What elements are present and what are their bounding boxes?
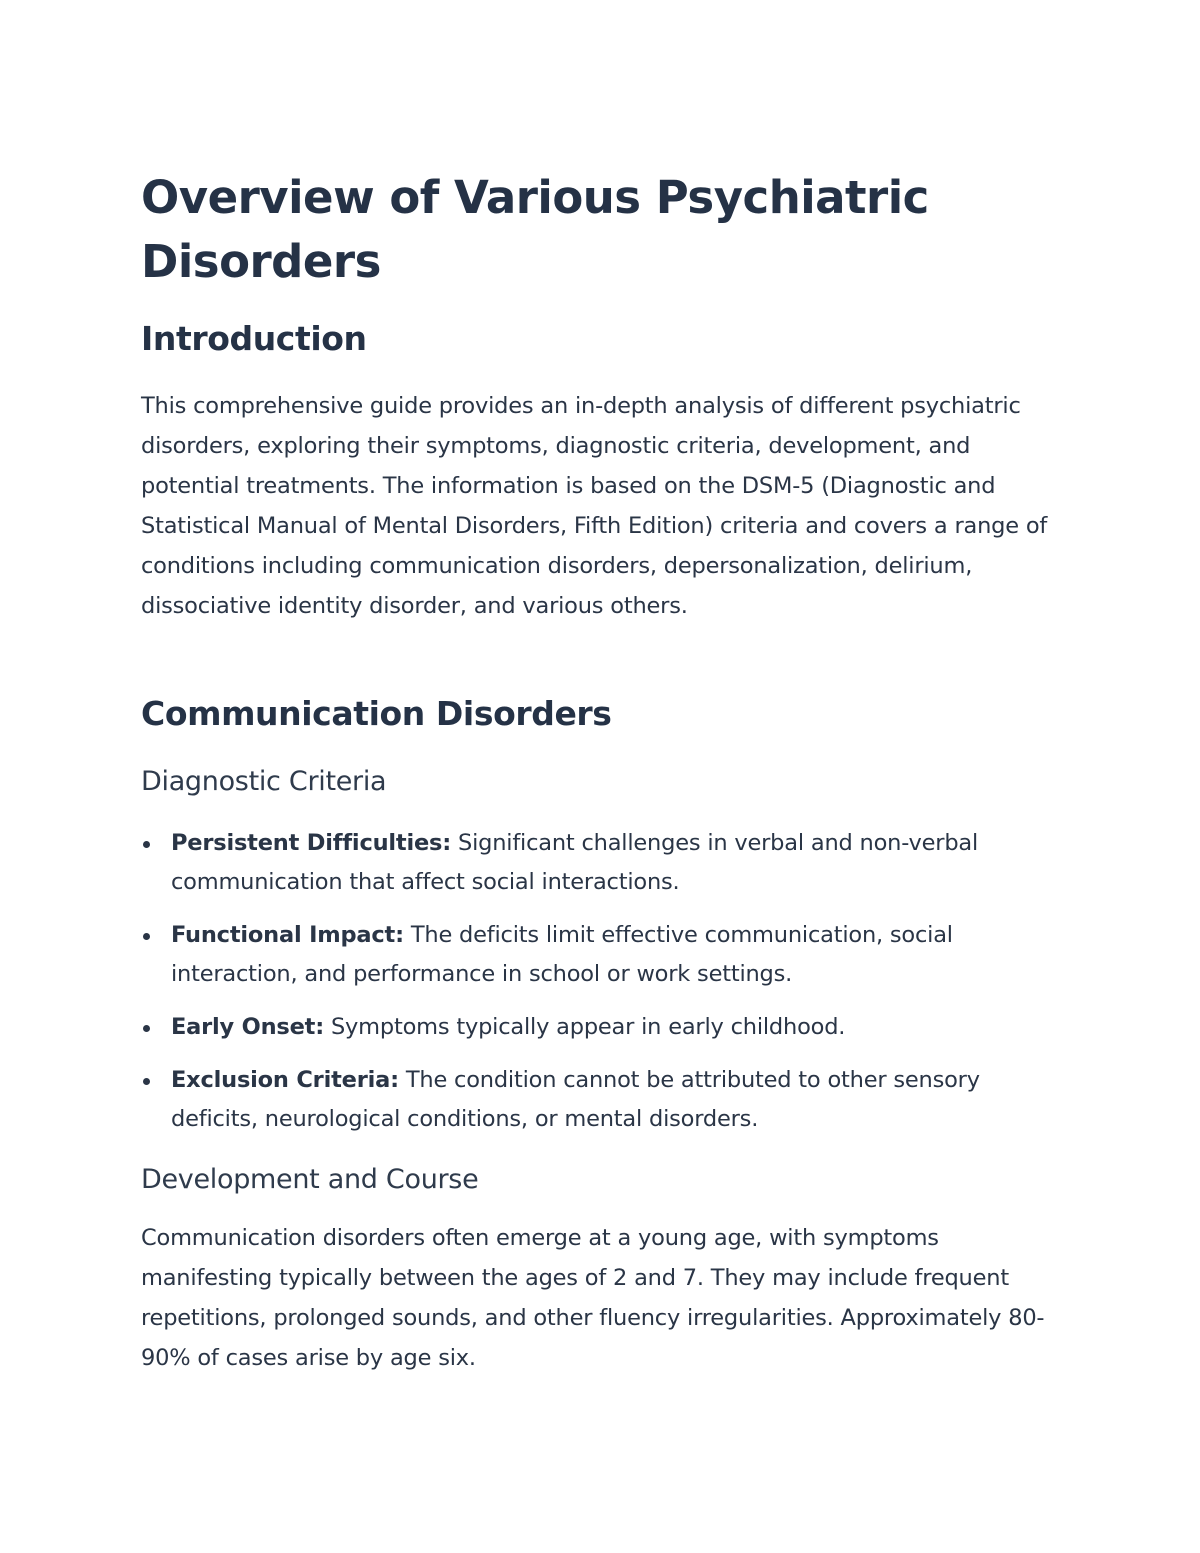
diagnostic-criteria-heading: Diagnostic Criteria xyxy=(141,766,387,797)
list-item xyxy=(141,1008,1059,1047)
page-title: Overview of Various Psychiatric Disorders xyxy=(141,171,929,288)
list-item xyxy=(141,1061,1059,1139)
criterion-term: Early Onset: xyxy=(171,1014,325,1040)
diagnostic-criteria-list xyxy=(141,824,1059,1153)
development-course-paragraph: Communication disorders often emerge at a young age, with symptoms manifesting typically between the ages of 2 and 7. They may include frequent repetitions, prolonged sounds, and other fluency irregularities. Approximately 80-90% of cases arise by age six. xyxy=(141,1225,1045,1371)
list-item xyxy=(141,824,1059,902)
bullet-icon xyxy=(143,1025,150,1032)
criterion-text: The condition cannot be attributed to other sensory deficits, neurological conditions, or mental disorders. xyxy=(171,1067,980,1132)
communication-disorders-heading: Communication Disorders xyxy=(141,694,612,733)
list-item xyxy=(141,916,1059,994)
criterion-term: Exclusion Criteria: xyxy=(171,1067,399,1093)
bullet-icon xyxy=(143,841,150,848)
bullet-icon xyxy=(143,1078,150,1085)
criterion-text: Symptoms typically appear in early childhood. xyxy=(324,1014,846,1040)
bullet-icon xyxy=(143,933,150,940)
introduction-heading: Introduction xyxy=(141,319,367,358)
criterion-text: The deficits limit effective communication, social interaction, and performance in school or work settings. xyxy=(171,922,953,987)
criterion-term: Functional Impact: xyxy=(171,922,404,948)
development-course-heading: Development and Course xyxy=(141,1164,479,1195)
introduction-paragraph: This comprehensive guide provides an in-depth analysis of different psychiatric disorders, exploring their symptoms, diagnostic criteria, development, and potential treatments. The information is based on the DSM-5 (Diagnostic and Statistical Manual of Mental Disorders, Fifth Edition) criteria and covers a range of conditions including communication disorders, depersonalization, delirium, dissociative identity disorder, and various others. xyxy=(141,393,1048,619)
criterion-term: Persistent Difficulties: xyxy=(171,830,452,856)
criterion-text: Significant challenges in verbal and non-verbal communication that affect social interactions. xyxy=(171,830,979,895)
